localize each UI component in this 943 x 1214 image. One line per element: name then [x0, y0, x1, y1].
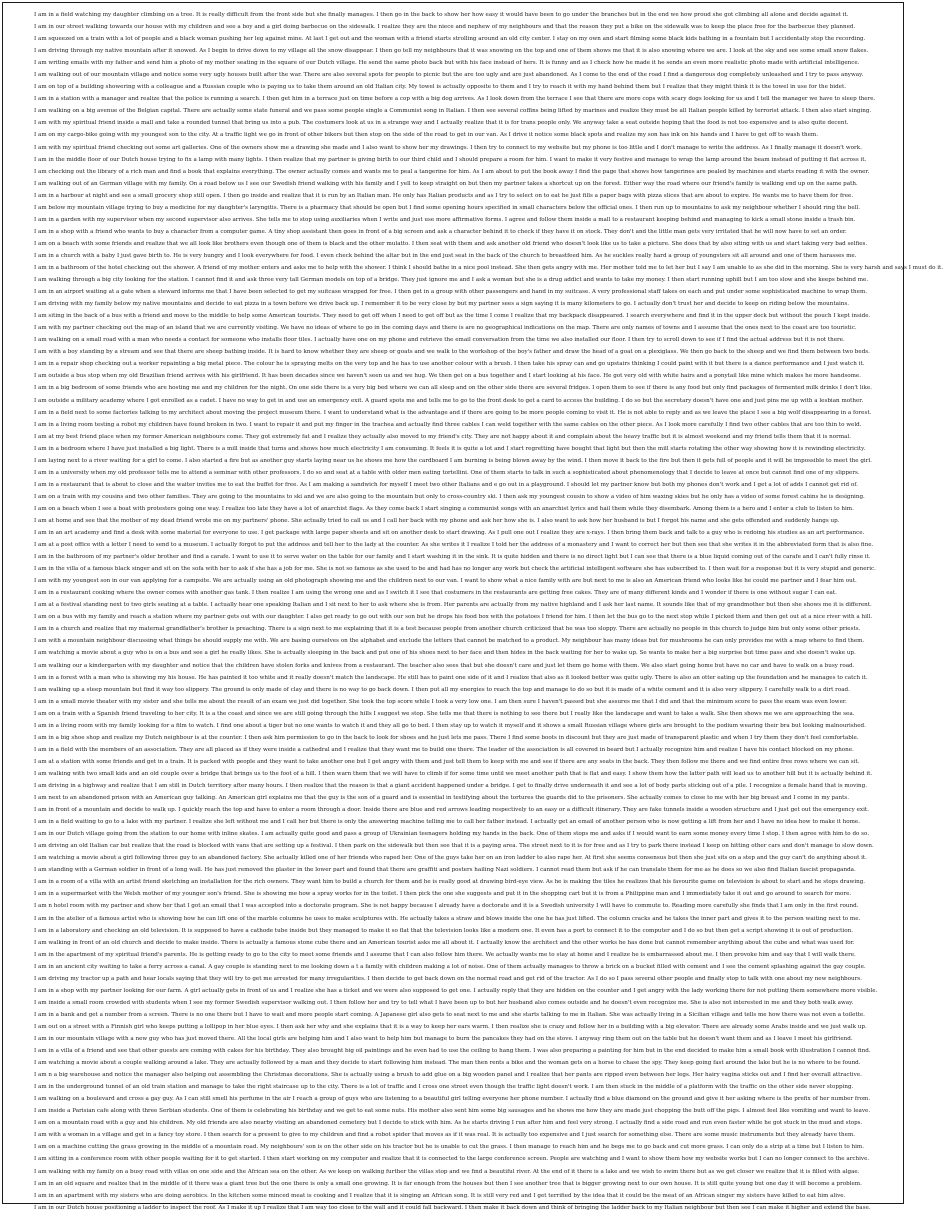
text-line: I am in a bedroom where I have just installed a big light. There is a mill inside that turns and shows how much electricity I am consuming. It feels it is quite a lot and I start regretting have bought that light but then the mill starts rotating the other way showing how it is rewinding electricity. [34, 445, 866, 452]
text-line: I am in a restaurant that is about to close and the waiter invites me to eat the buffet for free. As I am making a sandwich for myself I meet two other Italians and e go out in a playground. I should let my partner know but both my phones don't work and I get a lot of adds I cannot get rid of. [34, 481, 858, 488]
text-line: I am in the bathroom of my partner's older brother and find a carafe. I want to use it to serve water on the table for our family and I start washing it in the sink. It is quite hidden and there is no direct light but I can see that there is a blue liquid coming out of the carafe and I can't fully rinse it. [34, 554, 871, 561]
text-line: I am in a field next to some factories talking to my architect about moving the project museum there. I want to understand what is the advantage and if there are going to be more people coming to visit it. He is not able to reply and as we leave the place I see a big wolf disappearing in a forest. [34, 409, 872, 416]
text-line: I am in front of a mountain and decide to walk up. I quickly reach the top and have to enter a room through a door. Inside there are blue and red arrows leading respectively to an easy or a difficult itinerary. They are fake tunnels inside a wooden structure and I just get out the emergency exit. [34, 807, 869, 814]
text-line: I am in a bank and get a number from a screen. There is no one there but I have to wait and more people start coming. A Japanese girl also gets to seat next to me and she starts talking to me in Italian. She was actually living in a Sicilian village and tells me how there was not even a toilette. [34, 1011, 865, 1018]
text-line: I am in a small movie theater with my sister and she tells me about the result of an exam we just did together. She took the top score while I took a very low one. I am then sure I haven't passed but she assures me that I did and that the minimum score to pass the exam was even lower. [34, 698, 847, 705]
text-line: I am in a big shoe shop and realize my Dutch neighbour is at the counter. I then ask him permission to go in the back to look for shoes and he just lets me pass. There I find some boots in discount but they are just made of transparent plastic and when I try them they don't feel comfortable. [34, 734, 859, 741]
text-line: I am laying next to a river waiting for a girl to come. I also started a fire but as another guy starts laying near us he shows me how the cardboard I am burning is being blown away by the wind. I then move it back to the fire but then it gets full of people and it will be impossible to meet the girl. [34, 457, 872, 464]
text-line: I am on my cargo-bike going with my youngest son to the city. At a traffic light we go in front of other bikers but then stop on the side of the road to get in our van. As I drive it notice some black spots and realize my son has ink on his hands and I have to get off to wash them. [34, 132, 819, 139]
text-line: I am in a church with a baby I just gave birth to. He is very hungry and I look everywhere for food. I even check behind the altar but in the end just seat in the back of the church to breastfeed him. As he suckles really hard a group of youngsters sit all around and one of them harasses me. [34, 252, 857, 259]
text-line: I am with a boy standing by a stream and see that there are sheep bathing inside. It is hard to know whether they are sheep or goats and we walk to the workshop of the boy's father and draw the head of a goat on a plexiglass. We then go back to the sheep and we find them between two beds. [34, 349, 870, 356]
text-line: I am watching a movie about a girl following three guy to an abandoned factory. She actually killed one of her friends who raped her. One of the guys take her on an iron ladder to also rape her. At first she seems consensus but then she just sits on a step and the guy can't do anything about it. [34, 855, 867, 862]
document-page [2, 2, 943, 1211]
text-line: I am in an ancient city waiting to take a ferry across a canal. A gay couple is standing next to me looking down a t a family with children making a lot of noise. One of them actually manages to throw a brick on a bucket filled with cement and I see the cement splashing against the gay couple. [34, 963, 866, 970]
text-line: I am in the underground tunnel of an old train station and manage to take the right staircase up to the city. There is a lot of traffic and I cross one street even though the traffic light doesn't work. I am then stuck in the middle of a platform with the traffic on the other side never stopping. [34, 1084, 854, 1091]
text-line: I am at my best friend place when my former American neighbours come. They got extremely fat and I realize they actually also moved to my friend's city. They are not happy about it and complain about the heavy traffic but it is almost weekend and my friend tells them that it is normal. [34, 433, 852, 440]
text-line: I am in the apartment of my spiritual friend's parents. He is getting ready to go to the city to meet some friends and I assume that I can also follow him there. We actually wants me to stay at home and I realize he is embarrassed about me. I then provoke him and say that I will walk there. [34, 951, 856, 958]
text-line: I am writing emails with my father and send him a photo of my mother seating in the square of our Dutch village. He send the same photo back but with his face instead of hers. It is funny and as I check how he made it he sends an even more realistic photo made with artificial intelligence. [34, 60, 860, 67]
text-line: I am in a forest with a man who is showing my his house. He has painted it too white and it really doesn't match the landscape. He still has to paint one side of it and I realize that also as it looked better was quite ugly. There is also an otter eating up the foundation and he manages to catch it. [34, 674, 868, 681]
text-line: I am in a church and realize that my maternal grandfather's brother is preaching. There is a sign next to me explaining that it is a test because people from another church criticized that he was too sloppy. There are actually no people in this church to judge him but only some other priests. [34, 626, 861, 633]
text-line: I am in a station with a manager and realize that the police is running a search. I then get him in a terrace just on time before a cop with a big dog arrives. As I look down from the terrace I see that there are more cops with scary dogs looking for us and I tell the manager we have to sleep there. [34, 96, 876, 103]
text-line: I am next to an abandoned prison with an American guy talking. An American girl explains me that the guy is the son of a guard and is essential in testifying about the tortures the guards did to the prisoners. She actually comes to close to me with her big breast and I come in my pants. [34, 795, 849, 802]
text-line: I am walking our a kindergarten with my daughter and notice that the children have stolen forks and knives from a restaurant. The teacher also sees that but she doesn't care and just let them go home with them. We also start going home but have no car and have to walk on a busy road. [34, 662, 855, 669]
text-line: I am siting in the back of a bus with a friend and move to the middle to help some American tourists. They need to get off when I need to get off but as the time I come I realize that my backpack disappeared. I search everywhere and find it in the upper deck but without the pouch I kept inside. [34, 313, 871, 320]
text-line: I am on a bus with my family and reach a station where my partner gets out with our daughter. I also get ready to go out with our son but he drops his food box with the potatoes I friend for him. I then let the bus go to the next stop while I picked them and then get out at a nice river with a hill. [34, 614, 873, 621]
text-line: I am driving my tractor up a path and hear locals saying that they will try to get me arrested for many irregularities. I then decide to get back down on the normal road and get rid of the tractor. As I do so I pass several other people and finally stop to talk with one about my new neighbours. [34, 975, 862, 982]
text-line: I am in an airport waiting at a gate when a steward informs me that I have been selected to get my suitcase wrapped for free. I then get in a group with other passengers and hand in my suitcase. A very professional staff takes on each and put under some sophisticated machine to wrap them. [34, 289, 868, 296]
text-line: I am on a mountain road with a guy and his children. My old friends are also nearby visiting an abandoned cemetery but I decide to stick with him. As he starts driving I run after him and feel very strong. I actually find a side road and run even faster while he got stuck in the mud and stops. [34, 1120, 863, 1127]
text-line: I am walking with two small kids and an old couple over a bridge that brings us to the foot of a hill. I then warn them that we will have to climb if for some time until we meet another path that is flat and easy. I show them how the latter path will lead us to another hill but it is actually behind it. [34, 770, 873, 777]
text-line: I am with a mountain neighbour discussing what things he should supply me with. We are basing ourselves on the alphabet and exclude the letters that cannot be matched to a product. My neighbour has many ideas but for mushrooms he can only provides me with a map where to find them. [34, 638, 865, 645]
text-line: I am in a university when my old professor tells me to attend a seminar with other professors. I do so and seat at a table with older men eating tortellini. One of them starts to talk in such a sophisticated about phenomenology that I decide to leave at once but cannot find one of my slippers. [34, 469, 860, 476]
text-line: I am walking in front of an old church and decide to make inside. There is actually a famous stone cube there and an American tourist asks me all about it. I actually know the architect and the other works he has done but cannot remember anything about the cube and what was used for. [34, 939, 855, 946]
text-line: I am in a repair shop checking out a worker repainting a big metal piece. The colour he is spraying melts on the very top and he has to use another colour with a brush. I then take his spray can and go upstairs thinking I could paint with it but there is a dance performance and I just watch it. [34, 361, 865, 368]
text-line: I am walking out of our mountain village and notice some very ugly houses built after the war. There are also several spots for people to picnic but the are too ugly and are just abandoned. As I come to the end of the road I find a dangerous dog completely unleashed and I try to pass anyway. [34, 72, 864, 79]
text-line: I am in a harbour at night and see a small grocery shop still open. I then go inside and realize that it is run by an Italian man. He only has Italian products and as I try to select on to eat he just fills a paper bags with pizza slices that are about to expire. He wants me to have them for free. [34, 192, 854, 199]
text-line: I am walking on a small road with a man who needs a contact for someone who installs floor tiles. I actually have one on my phone and retrieve the email conversation from the time we also installed our floor. I then try to scroll down to see if I find the actual address but it is not there. [34, 337, 845, 344]
text-line: I am in a bathroom of the hotel checking out the shower. A friend of my mother enters and asks me to help with the shower. I think I should bathe in a nice pool instead. She then gets angry with me. Her mother told me to let her but I say I am unable to as she did in the morning. She is very harsh and says I must do it. [34, 264, 943, 271]
text-line: I am in the atelier of a famous artist who is showing how he can lift one of the marble columns he uses to make sculptures with. He actually takes a straw and blows inside the one he has just lifted. The column cracks and he takes the inner part and gives it to the person waiting next to me. [34, 915, 861, 922]
text-line: I am in our mountain village with a new guy who has just moved there. All the local girls are helping him and I also want to help him but manage to burn the pancakes they had on the stove. I anyway ring them out on the table but he doesn't want them and as I leave I meet his girlfriend. [34, 1035, 853, 1042]
text-line: I am in our Dutch house positioning a ladder to inspect the roof. As I make it up I realize that I am way too close to the wall and it could fall backward. I then make it back down and think of bringing the ladder back to my Italian neighbour but then see I can make it higher and extend the base. [34, 1204, 871, 1211]
text-line: I am in a field waiting to go to a lake with my partner. I realize she left without me and I call her but there is only the answering machine telling me to call her father instead. I actually get an email of another person who is now getting a lift from her and I have no idea how to make it home. [34, 819, 861, 826]
text-line: I am below my mountain village trying to buy a medicine for my daughter's laryngitis. There is a pharmacy that should be open but I find some opening hours specified in small characters below the official ones. I then run up to mountains to ask my neighbour whether I should ring the bell. [34, 204, 860, 211]
text-line: I am in the middle floor of our Dutch house trying to fix a lamp with many lights. I then realize that my partner is giving birth to our third child and I should prepare a room for him. I want to make it very festive and manage to wrap the lamp around the beam instead of putting it flat across it. [34, 156, 867, 163]
text-line: I am with my spiritual friend inside a mall and take a rounded tunnel that bring us into a pub. The costumers look at us in a strange way and I actually realize that it is for trans people only. We anyway take a seat outside hoping that the food is not too expensive and is also quite decent. [34, 120, 849, 127]
text-line: I am in the villa of a famous black singer and sit on the sofa with her to ask if she has a job for me. She is not so famous as she used to be and had has no longer any work but check the artificial intelligent software she has subscribed to. I then wait for a response but it is very stupid and generic. [34, 566, 876, 573]
text-line: I am in a field watching my daughter climbing on a tree. It is really difficult from the front side but she finally manages. I then go in the back to show her how easy it would have been to go under the branches but in the end we how proud she got climbing all alone and decide against it. [34, 12, 849, 18]
text-line: I am checking out the library of a rich man and find a book that explains everything. The owner actually comes and wants me to peal a tangerine for him. As I am about to put the book away I find the page that shows how tangerines are pealed by machines and starts reading it with the owner. [34, 168, 870, 175]
text-line: I am in a shop with my partner looking for our farm. A girl actually gets in front of us and I realize she has a ticket and we were also supposed to get one. I actually reply that they are hidden on the counter and I get angry with the lady working there for not putting them somewhere more visible. [34, 987, 878, 994]
text-line: I am on a machine cutting the grass growing in the middle of a mountain road. My neighbours' son is on the other side on his tractor but he is unable to cut the grass. I then manage to reach him and he begs me to go back and cut more grass. I can only do a strip at a time but I listen to him. [34, 1144, 864, 1151]
text-line: I am driving with my family below my native mountains and decide to eat pizza in a town before we drive back up. I remember it to be very close by but my partner sees a sign saying it is many kilometers to go. I actually don't trust her and decide to keep on riding below the mountains. [34, 301, 849, 308]
text-line: I am outside a bus stop when my old Brazilian friend arrives with his girlfriend. It has been decades since we haven't seen us and we hug. We then get on a bus together and I start looking at his face. He got very old with white hairs and a ponytail like mine which makes he more handsome. [34, 373, 861, 380]
text-line: I am in our Dutch village going from the station to our home with inline skates. I am actually quite good and pass a group of Ukrainian teenagers holding my hands in the back. One of them stops me and asks if I would want to earn some money every time I stop. I then agree with him to do so. [34, 831, 870, 838]
text-line: I am at a station with some friends and get in a train. It is packed with people and they want to take another one but I get angry with them and just tell them to keep with me and see if there are any seats in the back. They then follow me there and we find entire free rows where we can sit. [34, 758, 860, 765]
text-line: I am walking out of an German village with my family. On a road below us I see our Swedish friend walking with his family and I yell to keep straight on but then my partner takes a shortcut up on the forest. Either way the road where our friend's family is walking end up on the same path. [34, 180, 858, 187]
text-line: I am in a laboratory and checking an old television. It is supposed to have a cathode tube inside but they managed to make it so flat that the television looks like a modern one. It even has a port to connect it to the computer and I do so but then get a script showing it is out of production. [34, 927, 853, 934]
text-line: I am in an old square and realize that in the middle of it there was a giant tree but the one there is only a small one growing. It is far enough from the houses but then I see another tree that is bigger growing next to our own house. It is still quite young but one day it will become a problem. [34, 1180, 862, 1187]
text-line: I am in a shop with a friend who wants to buy a character from a computer game. A tiny shop assistant then goes in front of a big screen and ask a character behind it to check if they have it on stock. They don't and the little man gets very irritated that he will now have to set an order. [34, 228, 847, 235]
text-line: I am watching a movie about a couple walking around a lake. They are actually followed by a man and they decide to start following him instead. The man then rents a bike and the woman gets on a horse to chase the spy. They keep going fast around the lake but he is no where to be found. [34, 1060, 861, 1067]
text-line: I am on top of a building showering with a colleague and a Russian couple who is paying us to take them around an old Italian city. My towel is actually opposite to them and I try to reach it with my hand behind them but I realize that they might think it is the towel in use for the bidet. [34, 84, 846, 91]
text-line: I am n hotel room with my partner and show her that I got an email that I was accepted into a doctorate program. She is not happy because I already have a doctorate and it is a Swedish university I will have to commute to. Reading more carefully she finds that I am only in the first round. [34, 903, 859, 910]
text-line: I am watching a movie about a guy who is on a bus and see a girl he really likes. She is actually sleeping in the back and put one of his shoes next to her face and then hides in the back waiting for her to wake up. Se wants to make her a big surprise but time pass and she doesn't wake up. [34, 650, 856, 657]
text-line: I am in a living room with my family looking for a film to watch. I find one about a tiger but no one wants to watch it and they all go to bed. I then stay up to watch it myself and it shows a small Russian village where girls are brought to the podium wearing their bra but looking malnourished. [34, 722, 866, 729]
text-line: I am in a big bedroom of some friends who are hosting me and my children for the night. On one side there is a very big bed where we can all sleep and on the other side there are several fridges. I open them to see if there is any food but only find packages of fermented milk drinks I don't like. [34, 385, 872, 392]
text-line: I am in a field with the members of an association. They are all placed as if they were inside a cathedral and I realize that they want me to build one there. The leader of the association is all covered in beard but I actually recognize him and realize I have his contact blocked on my phone. [34, 746, 854, 753]
text-line: I am walking up a steep mountain but find it way too slippery. The ground is only made of clay and there is no way to go back down. I then put all my energies to reach the top and manage to do so but it is made of a white cement and it is also very slippery. I carefully walk to a dirt road. [34, 686, 850, 693]
text-line: I am driving in a highway and realize that I am still in Dutch territory after many hours. I then realize that the reason is that a giant accident happened under a bridge. I get to finally drive underneath it and see a lot of body parts sticking out of a pile. I recognize a female hand that is moving. [34, 783, 867, 789]
dream-journal-text [34, 9, 943, 1214]
text-line: I am in a restaurant cooking where the owner comes with another gas tank. I then realize I am using the wrong one and as I switch it I see that costumers in the restaurants are getting free cakes. They are of many different kinds and I wonder if there is one without sugar I can eat. [34, 590, 837, 597]
text-line: I am n a big warehouse and notice the manager also helping out assembling the Christmas decorations. She is actually using a brush to add glue on a big wooden panel and I realize that her pants are ripped even between her legs. Her hairy vagina sticks out and I find her overall attractive. [34, 1072, 862, 1079]
text-line: I am driving an old Italian car but realize that the road is blocked with vans that are setting up a festival. I then park on the sidewalk but then see that it is a paying area. The street next to it is for free and as I try to park there instead I keep on hitting other cars and don't manage to slow down. [34, 843, 874, 850]
text-line: I am at home and see that the mother of my dead friend wrote me on my partners' phone. She actually tried to call us and I call her back with my phone and ask her how she is. I also want to ask how her husband is but I forgot his name and she gets offended and suddenly hangs up. [34, 517, 840, 524]
text-line: I am in a room of a villa with an artist friend sketching an installation for the rich owners. They want him to build a church for them and he is really good at drawing bird-eye view. As he is making the tiles he realizes that his favourite game on television is about to start and he stops drawing. [34, 879, 866, 886]
text-line: I am standing with a German soldier in front of a long wall. He has just removed the plaster in the lower part and found that there are graffiti and posters hailing Nazi soldiers. I cannot read them but ask if he can translate them for me as he does so we also find Italian fascist propaganda. [34, 867, 856, 874]
text-line: I am on a train with a Spanish friend traveling to her city. It is a the coast and since we are still going through the hills I suggest we stop. She tells me that there is nothing to see there but I really like the landscape and want to take a walk. She then shows me we are approaching the sea. [34, 710, 855, 717]
text-line: I am in a garden with my supervisor when my second supervisor also arrives. She tells me to stop using auxiliaries when I write and just use more affirmative forms. I agree and follow them inside a mall to a restaurant keeping behind and managing to kick a small stone inside a trash bin. [34, 216, 856, 223]
text-line: I am in a living room testing a robot my children have found broken in two. I want to repair it and put my finger in the trachea and actually find three cables I can weld together with the same cables on the other piece. As I look more carefully I find two other cables that are too thin to weld. [34, 421, 862, 428]
text-line: I am with my youngest son in our van applying for a campsite. We are actually using an old photograph showing me and the children next to our van. I want to show what a nice family with are but next to me is also an American friend who looks like he could me partner and I fear him out. [34, 578, 857, 585]
text-line: I am in a villa of a friend and see that other guests are coming with cakes for his birthday. They also brought big oil paintings and he even had to use the ceiling to hang them. I was also preparing a painting for him but in the end decided to make him a small book with illustration I cannot find. [34, 1048, 871, 1055]
text-line: I am in an apartment with my sisters who are doing aerobics. In the kitchen some minced meat is cooking and I realize that it is singing an African song. It is still very red and I get terrified by the idea that it could be the meat of an African singer my sisters have killed to eat him alive. [34, 1192, 846, 1199]
text-line: I am walking on a boulevard and cross a gay guy. As I can still smell his perfume in the air I reach a group of guys who are listening to a beautiful girl telling everyone her phone number. I actually find a blue diamond on the ground and give it her asking where is the prefix of her number from. [34, 1096, 871, 1103]
text-line: I am on a train with my cousins and two other families. They are going to the mountains to ski and we are also going to the mountain but only to cross-country ski. I then ask my youngest cousin to show a video of him waxing skies but he only has a video of some forest cabins he is designing. [34, 493, 865, 500]
text-line: I am in a supermarket with the Welsh mother of my younger son's friend. She is showing me how a spray works for in the toilet. I then pick the one she suggests and put it in the shopping cart but it is from a Philippine man and I immediately take it out and go around to search for more. [34, 891, 852, 898]
text-line: I am in our street walking towards our house with my children and see a boy and a girl doing barbecue on the sidewalk. I realize they are the niece and nephew of my neighbours and that the reason they put a bike on the sidewalk was to keep the place free for the barbecue they planned. [34, 24, 856, 31]
text-line: I am at a post office with a letter I need to send to a museum. I actually forgot to put the address and tell her to the lady at the counter. As she writes it I realize I told her the address of a monastery and I want to correct her but then see that she writes it in the abbreviated form that is also fine. [34, 542, 874, 549]
text-line: I am sitting in a conference room with other people waiting for it to get started. I then start working on my computer and realize that it is connected to the large conference screen. People are watching and I want to show them how my website works but I can no longer connect to the archive. [34, 1156, 870, 1163]
text-line: I am at a festival standing next to two girls seating at a table. I actually hear one speaking Italian and I sit next to her to ask where she is from. Her parents are actually from my native highland and I ask her last name. It sounds like that of my grandmother but then she shows me it is different. [34, 602, 872, 609]
text-line: I am with my spiritual friend checking out some art galleries. One of the owners show me a drawing she made and I also want to show her my drawings. I then try to connect to my website but my phone is too little and I don't manage to write the address. As I finally manage it doesn't work. [34, 144, 862, 151]
text-line: I am on a beach when I see a boat with protesters going one way. I realize too late they have a lot of anarchist flags. As they come back I start singing a communist songs with an anarchist lyrics and hail them while they disembark. Among them is a hero and I enter a club to listen to him. [34, 505, 854, 512]
text-line: I am on a beach with some friends and realize that we all look like brothers even though one of them is black and the other mulatto. I then seat with them and ask another old friend who doesn't look like us to take a picture. She does that by also siting with us and start taking very bad selfies. [34, 240, 868, 247]
text-line: I am with a woman in a village and get in a fancy toy store. I then search for a present to give to my children and find a robot spider that moves as if it was real. It is actually too expensive and I just search for something else. There are some music instruments but they already have them. [34, 1132, 856, 1139]
text-line: I am in an art academy and find a desk with some material for everyone to use. I get package with large paper sheets and sit on another desk to start drawing. As I pull one out I realize they are x-rays. I then bring them back and talk to a guy who is redoing his studies as an art performance. [34, 530, 865, 537]
text-line: I am walking through a big city looking for the station. I cannot find it and ask three very tall German models on top of a bridge. They just ignore me and I ask a woman but she is a drug addict and wants to take my money. I then start running uphill but I am too slow and she keeps behind me. [34, 277, 869, 284]
text-line: I am with my partner checking out the map of an island that we are currently visiting. We have no ideas of where to go in the coming days and there is are no geographical indications on the map. There are only names of towns and I assume that the ones next to the coast are too touristic. [34, 325, 857, 332]
text-line: I am inside a small room crowded with students when I see my former Swedish supervisor walking out. I then follow her and try to tell what I have been up to but her husband also comes outside and he doesn't even recognize me. She is also not interested in me and they both walk away. [34, 999, 854, 1006]
text-line: I am outside a military academy where I got enrolled as a cadet. I have no way to get in and use an emergency exit. A guard spots me and tells me to go to the front desk to get a card to access the building. I do so but the secretary doesn't have one and just pins me up with a lesbian mother. [34, 397, 864, 404]
text-line: I am walking with my family on a busy road with villas on one side and the African sea on the other. As we keep on walking further the villas stop and we find a beautiful river. At the end of it there is a lake and we wish to swim there but as we get closer we realize that it is filled with algae. [34, 1168, 860, 1175]
text-line: I am driving through my native mountain after it snowed. As I begin to drive down to my village all the snow disappear. I then go tell my neighbours that it was snowing on the top and one of them shows me that it is also snowing where we are. I look at the sky and see some small snow flakes. [34, 48, 869, 55]
text-line: I am squeezed on a train with a lot of people and a black woman pushing her leg against mine. At last I get out and the woman with a friend starts strolling around an old city center. I stay on my own and start filming some black kids bathing in a fountain but I accidentally stop the recording. [34, 36, 866, 43]
text-line: I am walking on a big avenue of the Belgian capital. There are actually some state funeral and we pass some people single a Communist song in Italian. I then see several coffins being lifted by marines and realize they must be all Italian people killed by terrorist attack. I then also start singing. [34, 108, 872, 115]
text-line: I am out on a street with a Finnish girl who keeps putting a lollipop in her blue eyes. I then ask her why and she explains that it is a way to keep her ears warm. I then realize she is crazy and follow her in a building with a big elevator. There are already some Arabs inside and we just walk up. [34, 1023, 867, 1030]
text-line: I am inside a Parisian cafe along with three Serbian students. One of them is celebrating his birthday and we get to eat some nuts. His mother also sent him some big sausages and he shows me how they are made just chopping the butt off the pigs. I almost feel like vomiting and want to leave. [34, 1108, 871, 1115]
